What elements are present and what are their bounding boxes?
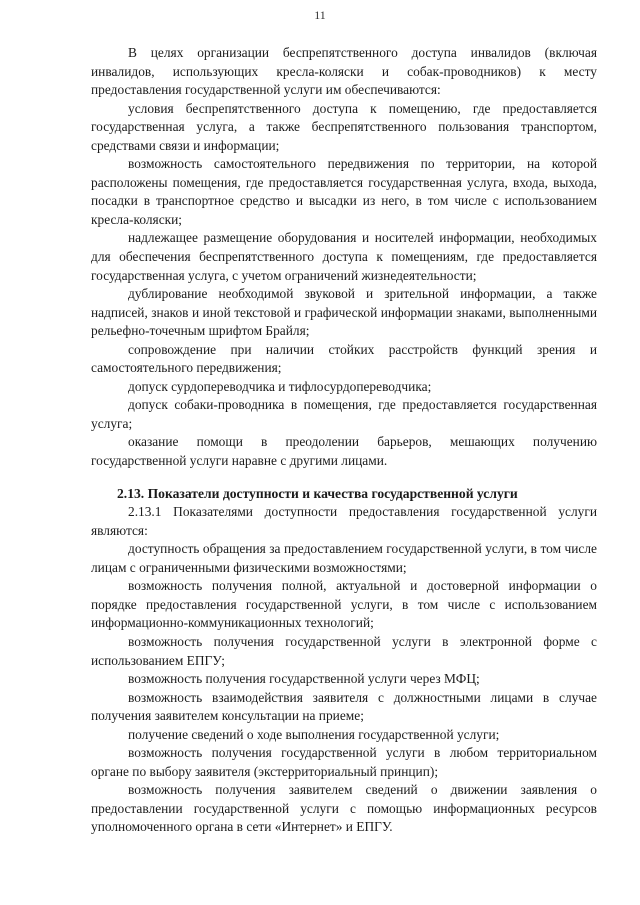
page-content: [91, 44, 597, 837]
page-number: 11: [314, 8, 326, 22]
list-item: доступность обращения за предоставлением государственной услуги, в том числе лицам с ограниченными физическими возможностями;: [91, 541, 597, 575]
list-item: оказание помощи в преодолении барьеров, мешающих получению государственной услуги наравне с другими лицами.: [91, 434, 597, 469]
list-item: возможность получения заявителем сведений о движении заявления о предоставлении государственной услуги с помощью информационных ресурсов уполномоченного органа в сети «Интернет» и ЕПГУ.: [91, 782, 597, 835]
list-item: возможность получения государственной услуги через МФЦ;: [128, 671, 480, 687]
list-item: допуск собаки-проводника в помещения, где предоставляется государственная услуга;: [91, 397, 597, 431]
list-item: условия беспрепятственного доступа к помещению, где предоставляется государственная услуга, а также беспрепятственного пользования транспортом, средствами связи и информации;: [91, 100, 597, 153]
section-heading: 2.13. Показатели доступности и качества государственной услуги: [117, 485, 518, 501]
list-item: допуск сурдопереводчика и тифлосурдопереводчика;: [128, 378, 432, 394]
list-item: дублирование необходимой звуковой и зрительной информации, а также надписей, знаков и иной текстовой и графической информации знаками, выполненными рельефно-точечным шрифтом Брайля;: [91, 286, 597, 339]
list-item: сопровождение при наличии стойких расстройств функций зрения и самостоятельного передвижения;: [91, 341, 597, 376]
accessibility-list: [91, 100, 597, 471]
list-item: получение сведений о ходе выполнения государственной услуги;: [128, 726, 500, 742]
section-intro: 2.13.1 Показателями доступности предоставления государственной услуги являются:: [91, 504, 597, 538]
list-item: возможность взаимодействия заявителя с должностными лицами в случае получения заявителем консультации на приеме;: [91, 689, 597, 724]
list-item: возможность самостоятельного передвижения по территории, на которой расположены помещения, где предоставляется государственная услуга, входа, выхода, посадки в транспортное средство и высадки из него, в том числе с использованием кресла-коляски;: [91, 156, 597, 227]
indicators-list: [91, 540, 597, 837]
intro-paragraph: В целях организации беспрепятственного доступа инвалидов (включая инвалидов, использующих кресла-коляски и собак-проводников) к месту предоставления государственной услуги им обеспечиваются:: [91, 45, 597, 98]
list-item: надлежащее размещение оборудования и носителей информации, необходимых для обеспечения беспрепятственного доступа к помещениям, где предоставляется государственная услуга, с учетом ограничений жизнедеятельности;: [91, 230, 597, 283]
list-item: возможность получения полной, актуальной и достоверной информации о порядке предоставления государственной услуги, в том числе с использованием информационно-коммуникационных технологий;: [91, 578, 597, 631]
list-item: возможность получения государственной услуги в электронной форме с использованием ЕПГУ;: [91, 633, 597, 668]
list-item: возможность получения государственной услуги в любом территориальном органе по выбору заявителя (экстерриториальный принцип);: [91, 745, 597, 779]
